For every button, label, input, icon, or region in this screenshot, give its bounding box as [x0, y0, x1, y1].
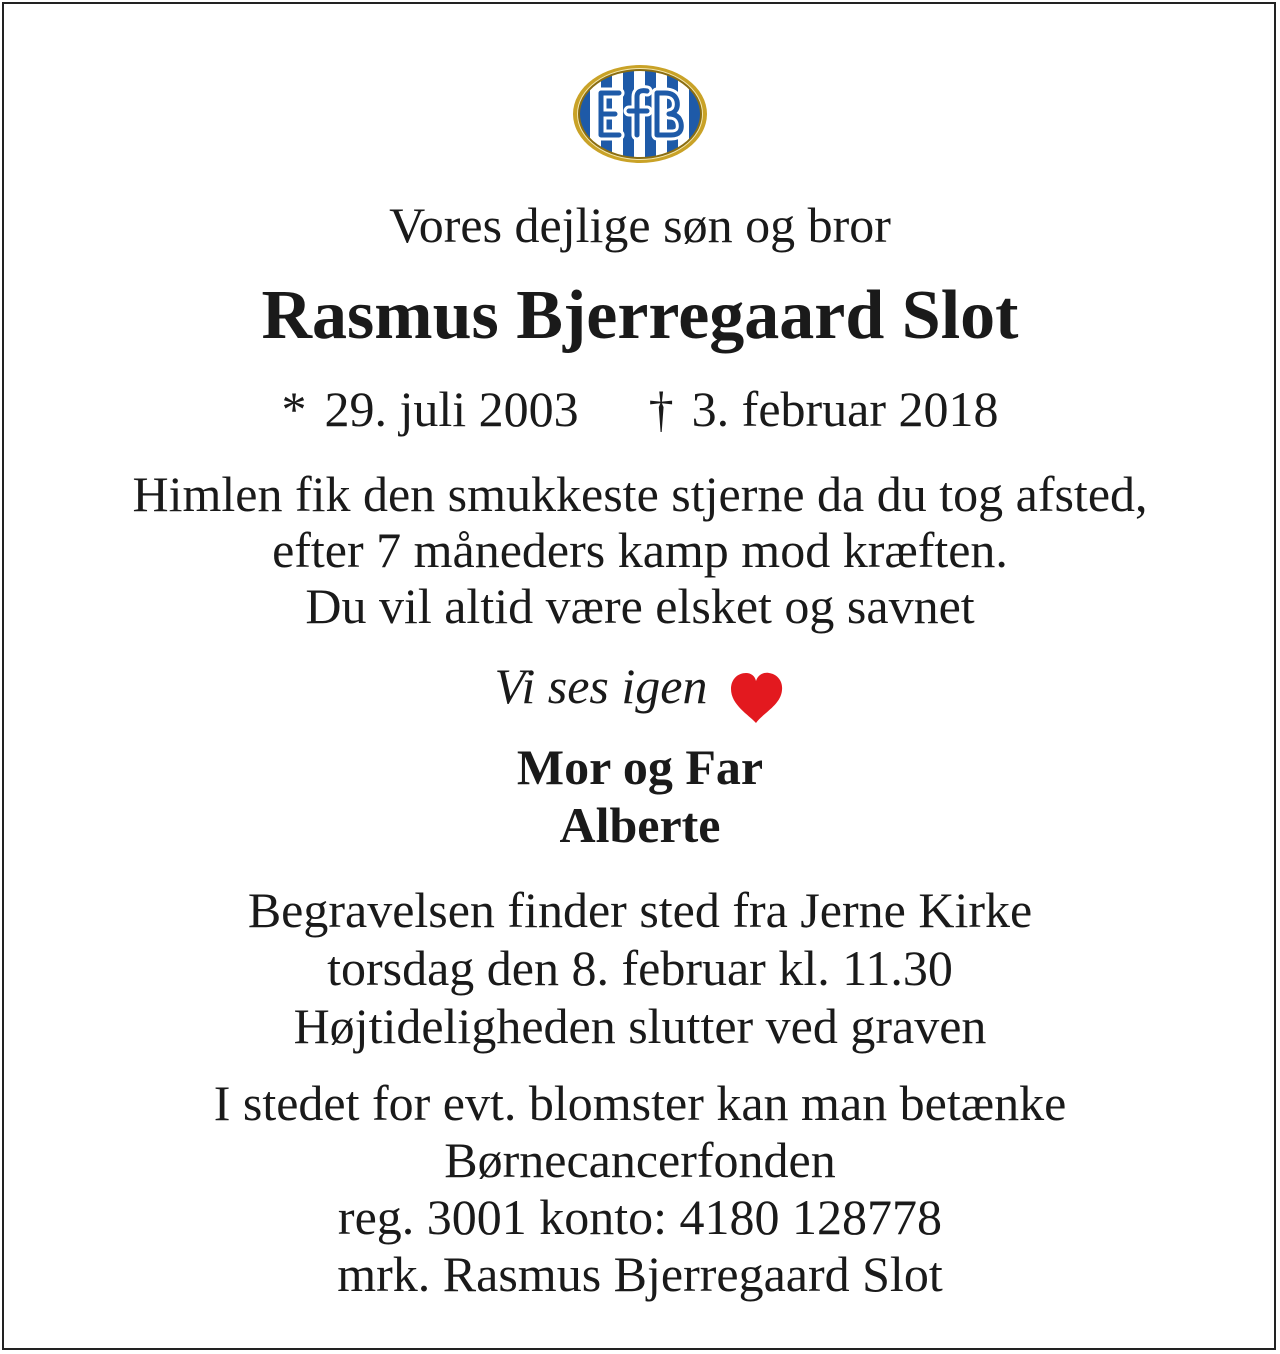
donation-line: I stedet for evt. blomster kan man betænke [213, 1075, 1067, 1131]
death-symbol: † [648, 381, 674, 437]
memorial-verse [0, 466, 1280, 634]
verse-line: Du vil altid være elsket og savnet [305, 578, 975, 634]
donation-line: mrk. Rasmus Bjerregaard Slot [337, 1246, 943, 1302]
intro-line: Vores dejlige søn og bror [389, 197, 891, 253]
family-name: Mor og Far [516, 739, 764, 795]
life-dates [0, 380, 1280, 438]
donation-line: reg. 3001 konto: 4180 128778 [337, 1189, 943, 1245]
family-name: Alberte [559, 797, 721, 853]
birth-symbol: * [281, 381, 307, 437]
signatories [0, 738, 1280, 854]
verse-line: Himlen fik den smukkeste stjerne da du tog afsted, [132, 466, 1148, 522]
heart-icon [727, 669, 785, 725]
funeral-line: torsdag den 8. februar kl. 11.30 [327, 940, 953, 996]
funeral-line: Højtideligheden slutter ved graven [293, 998, 987, 1054]
efb-crest-icon [571, 63, 709, 165]
verse-line: efter 7 måneders kamp mod kræften. [272, 522, 1008, 578]
donation-info [0, 1075, 1280, 1303]
birth-date: 29. juli 2003 [324, 381, 579, 437]
funeral-line: Begravelsen finder sted fra Jerne Kirke [247, 882, 1033, 938]
farewell-text: Vi ses igen [494, 658, 708, 714]
funeral-info [0, 881, 1280, 1055]
deceased-name: Rasmus Bjerregaard Slot [261, 277, 1019, 354]
farewell-row [0, 657, 1280, 725]
club-logo [571, 63, 709, 165]
death-date: 3. februar 2018 [691, 381, 999, 437]
donation-line: Børnecancerfonden [444, 1132, 836, 1188]
